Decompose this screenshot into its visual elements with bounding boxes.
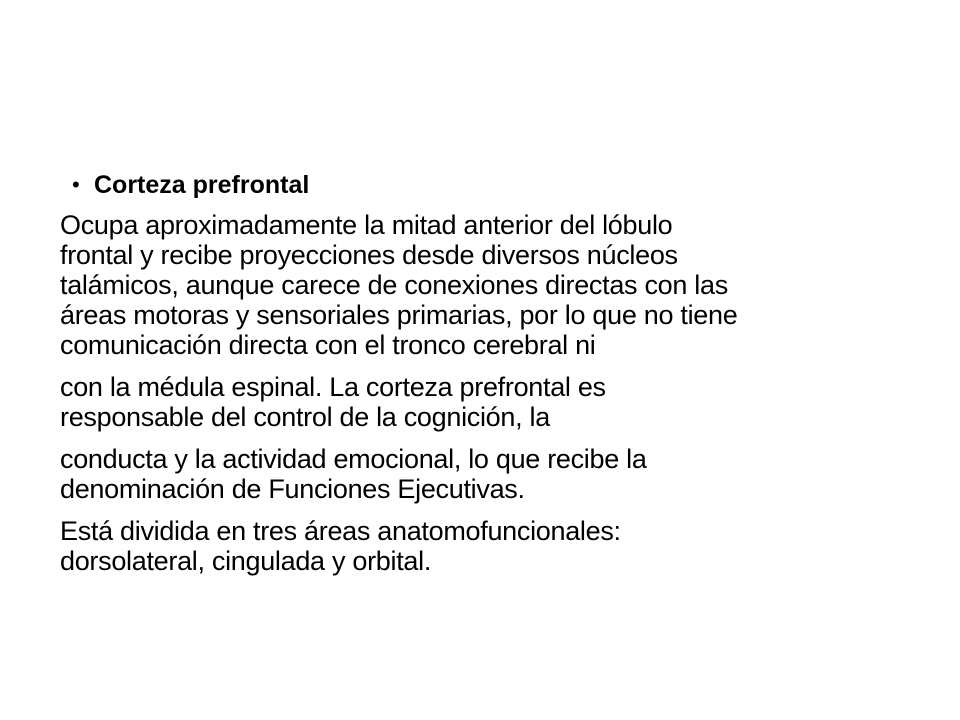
paragraph-3	[60, 444, 920, 504]
paragraph-line: frontal y recibe proyecciones desde diversos núcleos	[60, 240, 678, 270]
paragraph-line: Está dividida en tres áreas anatomofuncionales:	[60, 516, 621, 546]
slide-content	[60, 168, 920, 588]
paragraph-line: dorsolateral, cingulada y orbital.	[60, 546, 432, 576]
paragraph-line: con la médula espinal. La corteza prefrontal es	[60, 372, 606, 402]
paragraph-2	[60, 372, 920, 432]
paragraph-line: comunicación directa con el tronco cerebral ni	[60, 330, 596, 360]
paragraph-line: denominación de Funciones Ejecutivas.	[60, 474, 525, 504]
paragraph-line: responsable del control de la cognición, la	[60, 402, 550, 432]
paragraph-line: Ocupa aproximadamente la mitad anterior del lóbulo	[60, 210, 673, 240]
paragraph-line: áreas motoras y sensoriales primarias, por lo que no tiene	[60, 300, 738, 330]
section-heading: Corteza prefrontal	[94, 171, 310, 199]
bullet-icon: •	[72, 172, 80, 197]
paragraph-line: talámicos, aunque carece de conexiones directas con las	[60, 270, 728, 300]
paragraph-line: conducta y la actividad emocional, lo que recibe la	[60, 444, 647, 474]
paragraph-1	[60, 210, 920, 360]
paragraph-4	[60, 516, 920, 576]
bullet-heading-row	[72, 168, 920, 202]
